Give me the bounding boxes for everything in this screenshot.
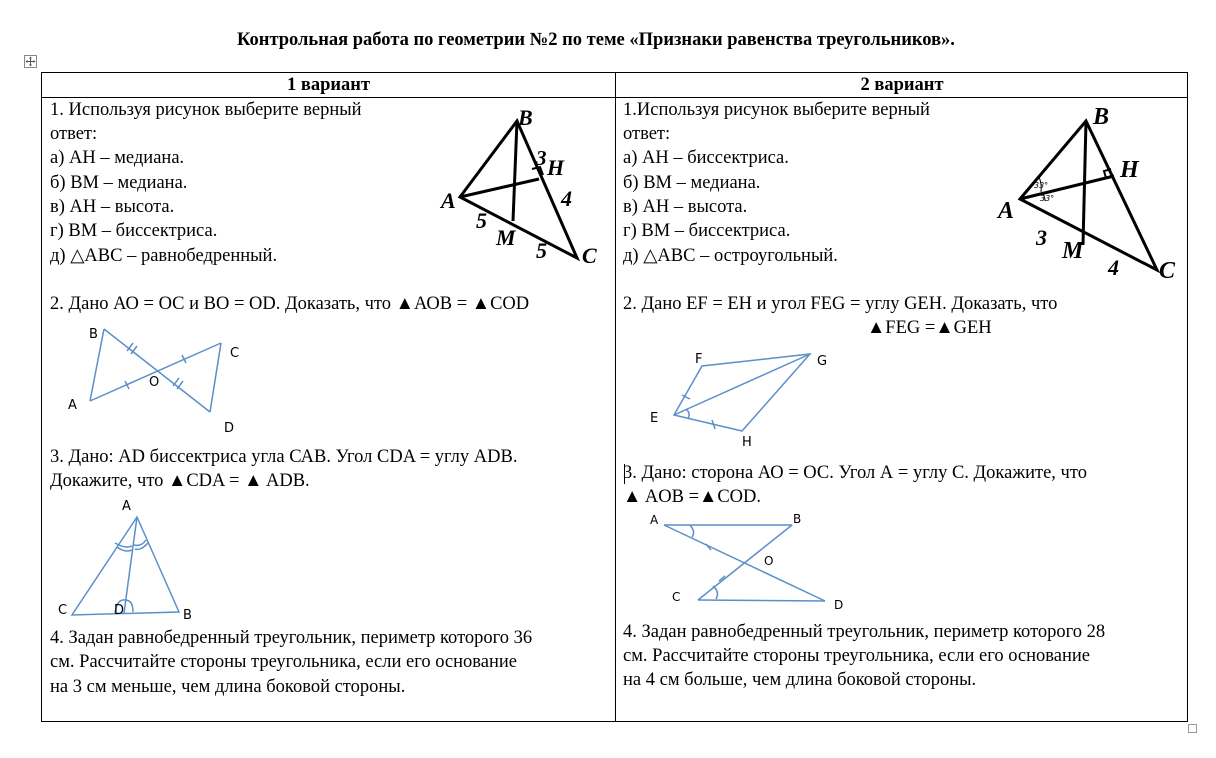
- triangle-abc: [460, 121, 577, 258]
- label-g: G: [817, 354, 828, 369]
- v2-q1-option: б) ВМ – медиана.: [623, 173, 761, 193]
- table-move-handle[interactable]: [24, 55, 37, 68]
- label-a: A: [122, 499, 131, 514]
- v2-q1-line: ответ:: [623, 124, 671, 144]
- label-c: C: [582, 243, 597, 268]
- v1-q1-option: д) △АВС – равнобедренный.: [50, 246, 278, 266]
- v1-bisector-figure: [55, 495, 205, 625]
- table-resize-handle[interactable]: [1188, 724, 1197, 733]
- label-c: C: [672, 590, 681, 604]
- label-o: O: [764, 554, 774, 568]
- label-5: 5: [476, 208, 487, 233]
- v1-q3-line: 3. Дано: AD биссектриса угла САВ. Угол CDA = углу ADB.: [50, 447, 518, 467]
- label-d: D: [834, 598, 844, 612]
- label-h: H: [1120, 157, 1139, 183]
- segment-bm: [513, 121, 517, 221]
- label-c: C: [1159, 258, 1176, 284]
- label-c: C: [58, 603, 68, 618]
- label-5: 5: [536, 238, 547, 263]
- label-d: D: [224, 421, 235, 436]
- v1-bowtie-figure: [60, 320, 260, 440]
- v1-q1-line: 1. Используя рисунок выберите верный: [50, 100, 362, 120]
- label-b: B: [518, 105, 533, 130]
- v2-q1-option: а) АН – биссектриса.: [623, 148, 789, 168]
- label-m: M: [1062, 238, 1084, 264]
- v2-q4-line: 4. Задан равнобедренный треугольник, периметр которого 28: [623, 622, 1106, 642]
- label-4: 4: [1108, 255, 1119, 280]
- v2-crossing-figure: [640, 508, 860, 618]
- label-a: A: [441, 188, 456, 213]
- label-c: C: [230, 346, 240, 361]
- angle-label: 33°: [1034, 181, 1049, 190]
- label-b: B: [89, 327, 98, 342]
- segment-bm: [1083, 121, 1086, 245]
- v1-q3-line: Докажите, что ▲CDA = ▲ ADB.: [50, 471, 310, 491]
- label-b: B: [183, 608, 192, 623]
- column-divider: [615, 73, 616, 721]
- label-f: F: [695, 352, 703, 367]
- v2-q3-line: ▲ AOB =▲COD.: [623, 487, 762, 507]
- label-3: 3: [1036, 225, 1047, 250]
- label-a: A: [998, 198, 1015, 224]
- v2-kite-figure: [640, 345, 840, 455]
- label-b: B: [793, 512, 802, 526]
- v1-q1-option: г) ВМ – биссектриса.: [50, 221, 218, 241]
- v2-q3-line: 3. Дано: сторона АО = ОС. Угол А = углу С. Докажите, что: [623, 463, 1087, 483]
- label-m: M: [496, 225, 516, 250]
- v1-q4-line: на 3 см меньше, чем длина боковой стороны.: [50, 677, 406, 697]
- v1-q1-option: б) ВМ – медиана.: [50, 173, 188, 193]
- v2-q2-line: ▲FEG =▲GEH: [867, 318, 992, 338]
- label-a: A: [650, 513, 659, 527]
- label-d: D: [114, 603, 125, 618]
- label-h: H: [742, 435, 752, 450]
- label-3: 3: [536, 146, 547, 170]
- angle-label: 33°: [1040, 194, 1055, 203]
- v2-q1-option: в) АН – высота.: [623, 197, 748, 217]
- column-header-variant-2: 2 вариант: [860, 75, 944, 95]
- v1-q1-option: в) АН – высота.: [50, 197, 175, 217]
- v2-q4-line: на 4 см больше, чем длина боковой стороны.: [623, 670, 977, 690]
- v2-triangle-figure: [995, 100, 1195, 285]
- v1-q4-line: см. Рассчитайте стороны треугольника, если его основание: [50, 652, 517, 672]
- v2-q1-option: д) △АВС – остроугольный.: [623, 246, 838, 266]
- v2-q4-line: см. Рассчитайте стороны треугольника, если его основание: [623, 646, 1090, 666]
- v1-triangle-figure: [436, 103, 606, 273]
- label-4: 4: [561, 186, 572, 211]
- label-e: E: [650, 411, 659, 426]
- v1-q2-text: 2. Дано АО = ОС и ВО = OD. Доказать, что ▲АОВ = ▲COD: [50, 294, 530, 314]
- label-b: B: [1093, 104, 1110, 130]
- page-title: Контрольная работа по геометрии №2 по теме «Признаки равенства треугольников».: [237, 30, 955, 50]
- label-a: A: [68, 398, 77, 413]
- v2-q1-option: г) ВМ – биссектриса.: [623, 221, 791, 241]
- move-icon: [25, 56, 36, 67]
- label-h: H: [547, 155, 565, 180]
- label-o: O: [149, 375, 160, 390]
- v2-q1-line: 1.Используя рисунок выберите верный: [623, 100, 930, 120]
- v1-q1-line: ответ:: [50, 124, 98, 144]
- v1-q4-line: 4. Задан равнобедренный треугольник, периметр которого 36: [50, 628, 533, 648]
- v1-q1-option: а) АН – медиана.: [50, 148, 185, 168]
- v2-q2-line: 2. Дано EF = EH и угол FEG = углу GEH. Доказать, что: [623, 294, 1058, 314]
- column-header-variant-1: 1 вариант: [286, 75, 371, 95]
